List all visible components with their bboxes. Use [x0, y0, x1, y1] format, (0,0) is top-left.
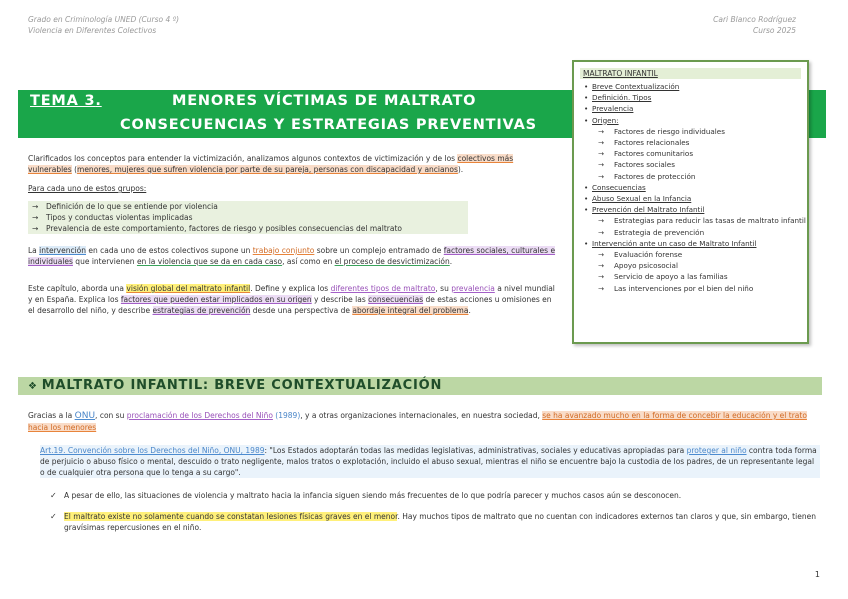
course-title: Grado en Criminología UNED (Curso 4 º): [28, 15, 180, 24]
intro-paragraph-3: La intervención en cada uno de estos colectivos supone un trabajo conjunto sobre un complejo entramado de factores sociales, culturales e individuales que intervienen en la violencia que se da en cada caso, así como en el proceso de desvictimización.: [28, 246, 556, 266]
author-header: [713, 14, 796, 36]
toc-item[interactable]: • Definición. Tipos: [592, 92, 807, 103]
toc-subitem[interactable]: → Factores sociales: [592, 159, 807, 170]
page-number: 1: [814, 570, 820, 579]
course-subject: Violencia en Diferentes Colectivos: [28, 26, 157, 35]
toc-item[interactable]: • Abuso Sexual en la Infancia: [592, 193, 807, 204]
title-line-1: MENORES VÍCTIMAS DE MALTRATO: [172, 93, 477, 109]
intro-paragraph-1: Clarificados los conceptos para entender la victimización, analizamos algunos contextos de victimización y de los colectivos más vulnerables (menores, mujeres que sufren violencia por parte de su pareja, personas con discapacidad y ancianos).: [28, 154, 514, 174]
intro-paragraph-4: Este capítulo, aborda una visión global del maltrato infantil. Define y explica los diferentes tipos de maltrato, su prevalencia a nivel mundial y en España. Explica los factores que pueden estar implicados en su origen y describe las consecuencias de estas acciones u omisiones en el desarrollo del niño, y describe estrategias de prevención desde una perspectiva de abordaje integral del problema.: [28, 284, 555, 315]
toc-subitem[interactable]: → Apoyo psicosocial: [592, 260, 807, 271]
toc-subitem[interactable]: → Servicio de apoyo a las familias: [592, 271, 807, 282]
toc-list: [574, 81, 807, 294]
toc-subitem[interactable]: → Evaluación forense: [592, 249, 807, 260]
toc-subitem[interactable]: → Factores comunitarios: [592, 148, 807, 159]
toc-item[interactable]: • Intervención ante un caso de Maltrato Infantil: [592, 238, 807, 249]
author-name: Cari Blanco Rodríguez: [713, 15, 796, 24]
toc-subitem[interactable]: → Las intervenciones por el bien del niño: [592, 283, 807, 294]
intro-bullet-list: [28, 201, 468, 234]
list-item: ✓ El maltrato existe no solamente cuando se constatan lesiones físicas graves en el menor. Hay muchos tipos de maltrato que no cuentan con indicadores externos tan claros y que, sin embargo, tienen gravísimas repercusiones en el niño.: [50, 511, 820, 533]
list-item: → Tipos y conductas violentas implicadas: [28, 212, 468, 223]
list-item: ✓ A pesar de ello, las situaciones de violencia y maltrato hacia la infancia siguen siendo más frecuentes de lo que podría parecer y muchos casos aún se desconocen.: [50, 490, 820, 501]
list-item: → Prevalencia de este comportamiento, factores de riesgo y posibles consecuencias del maltrato: [28, 223, 468, 234]
diamond-bullet-icon: ❖: [28, 381, 38, 392]
toc-subitem[interactable]: → Estrategias para reducir las tasas de maltrato infantil: [592, 215, 807, 226]
course-header: [28, 14, 179, 36]
list-item: → Definición de lo que se entiende por violencia: [28, 201, 468, 212]
toc-subitem[interactable]: → Estrategia de prevención: [592, 227, 807, 238]
title-line-2: CONSECUENCIAS Y ESTRATEGIAS PREVENTIVAS: [120, 117, 537, 133]
toc-title[interactable]: MALTRATO INFANTIL: [580, 68, 801, 79]
section-title: ❖ MALTRATO INFANTIL: BREVE CONTEXTUALIZACIÓN: [28, 378, 443, 393]
toc-item[interactable]: • Origen:: [592, 115, 807, 126]
toc-subitem[interactable]: → Factores relacionales: [592, 137, 807, 148]
toc-item[interactable]: • Prevalencia: [592, 103, 807, 114]
course-year: Curso 2025: [752, 26, 796, 35]
toc-item[interactable]: • Consecuencias: [592, 182, 807, 193]
article-quote: Art.19. Convención sobre los Derechos del Niño, ONU, 1989: "Los Estados adoptarán todas las medidas legislativas, administrativas, sociales y educativas apropiadas para proteger al niño contra toda forma de perjuicio o abuso físico o mental, descuido o trato negligente, malos tratos o explotación, incluido el abuso sexual, mientras el niño se encuentre bajo la custodia de los padres, de un representante legal o de cualquier otra persona que lo tenga a su cargo".: [40, 445, 820, 478]
body-paragraph-onu: Gracias a la ONU, con su proclamación de los Derechos del Niño (1989), y a otras organizaciones internacionales, en nuestra sociedad, se ha avanzado mucho en la forma de concebir la educación y el trato hacia los menores: [28, 411, 807, 432]
toc-subitem[interactable]: → Factores de protección: [592, 171, 807, 182]
toc-item[interactable]: • Prevención del Maltrato Infantil: [592, 204, 807, 215]
toc-item[interactable]: • Breve Contextualización: [592, 81, 807, 92]
check-list: [50, 490, 820, 533]
toc-subitem[interactable]: → Factores de riesgo individuales: [592, 126, 807, 137]
table-of-contents: [572, 60, 809, 344]
intro-paragraph-2: Para cada uno de estos grupos:: [28, 184, 147, 193]
tema-label: TEMA 3.: [30, 93, 102, 109]
